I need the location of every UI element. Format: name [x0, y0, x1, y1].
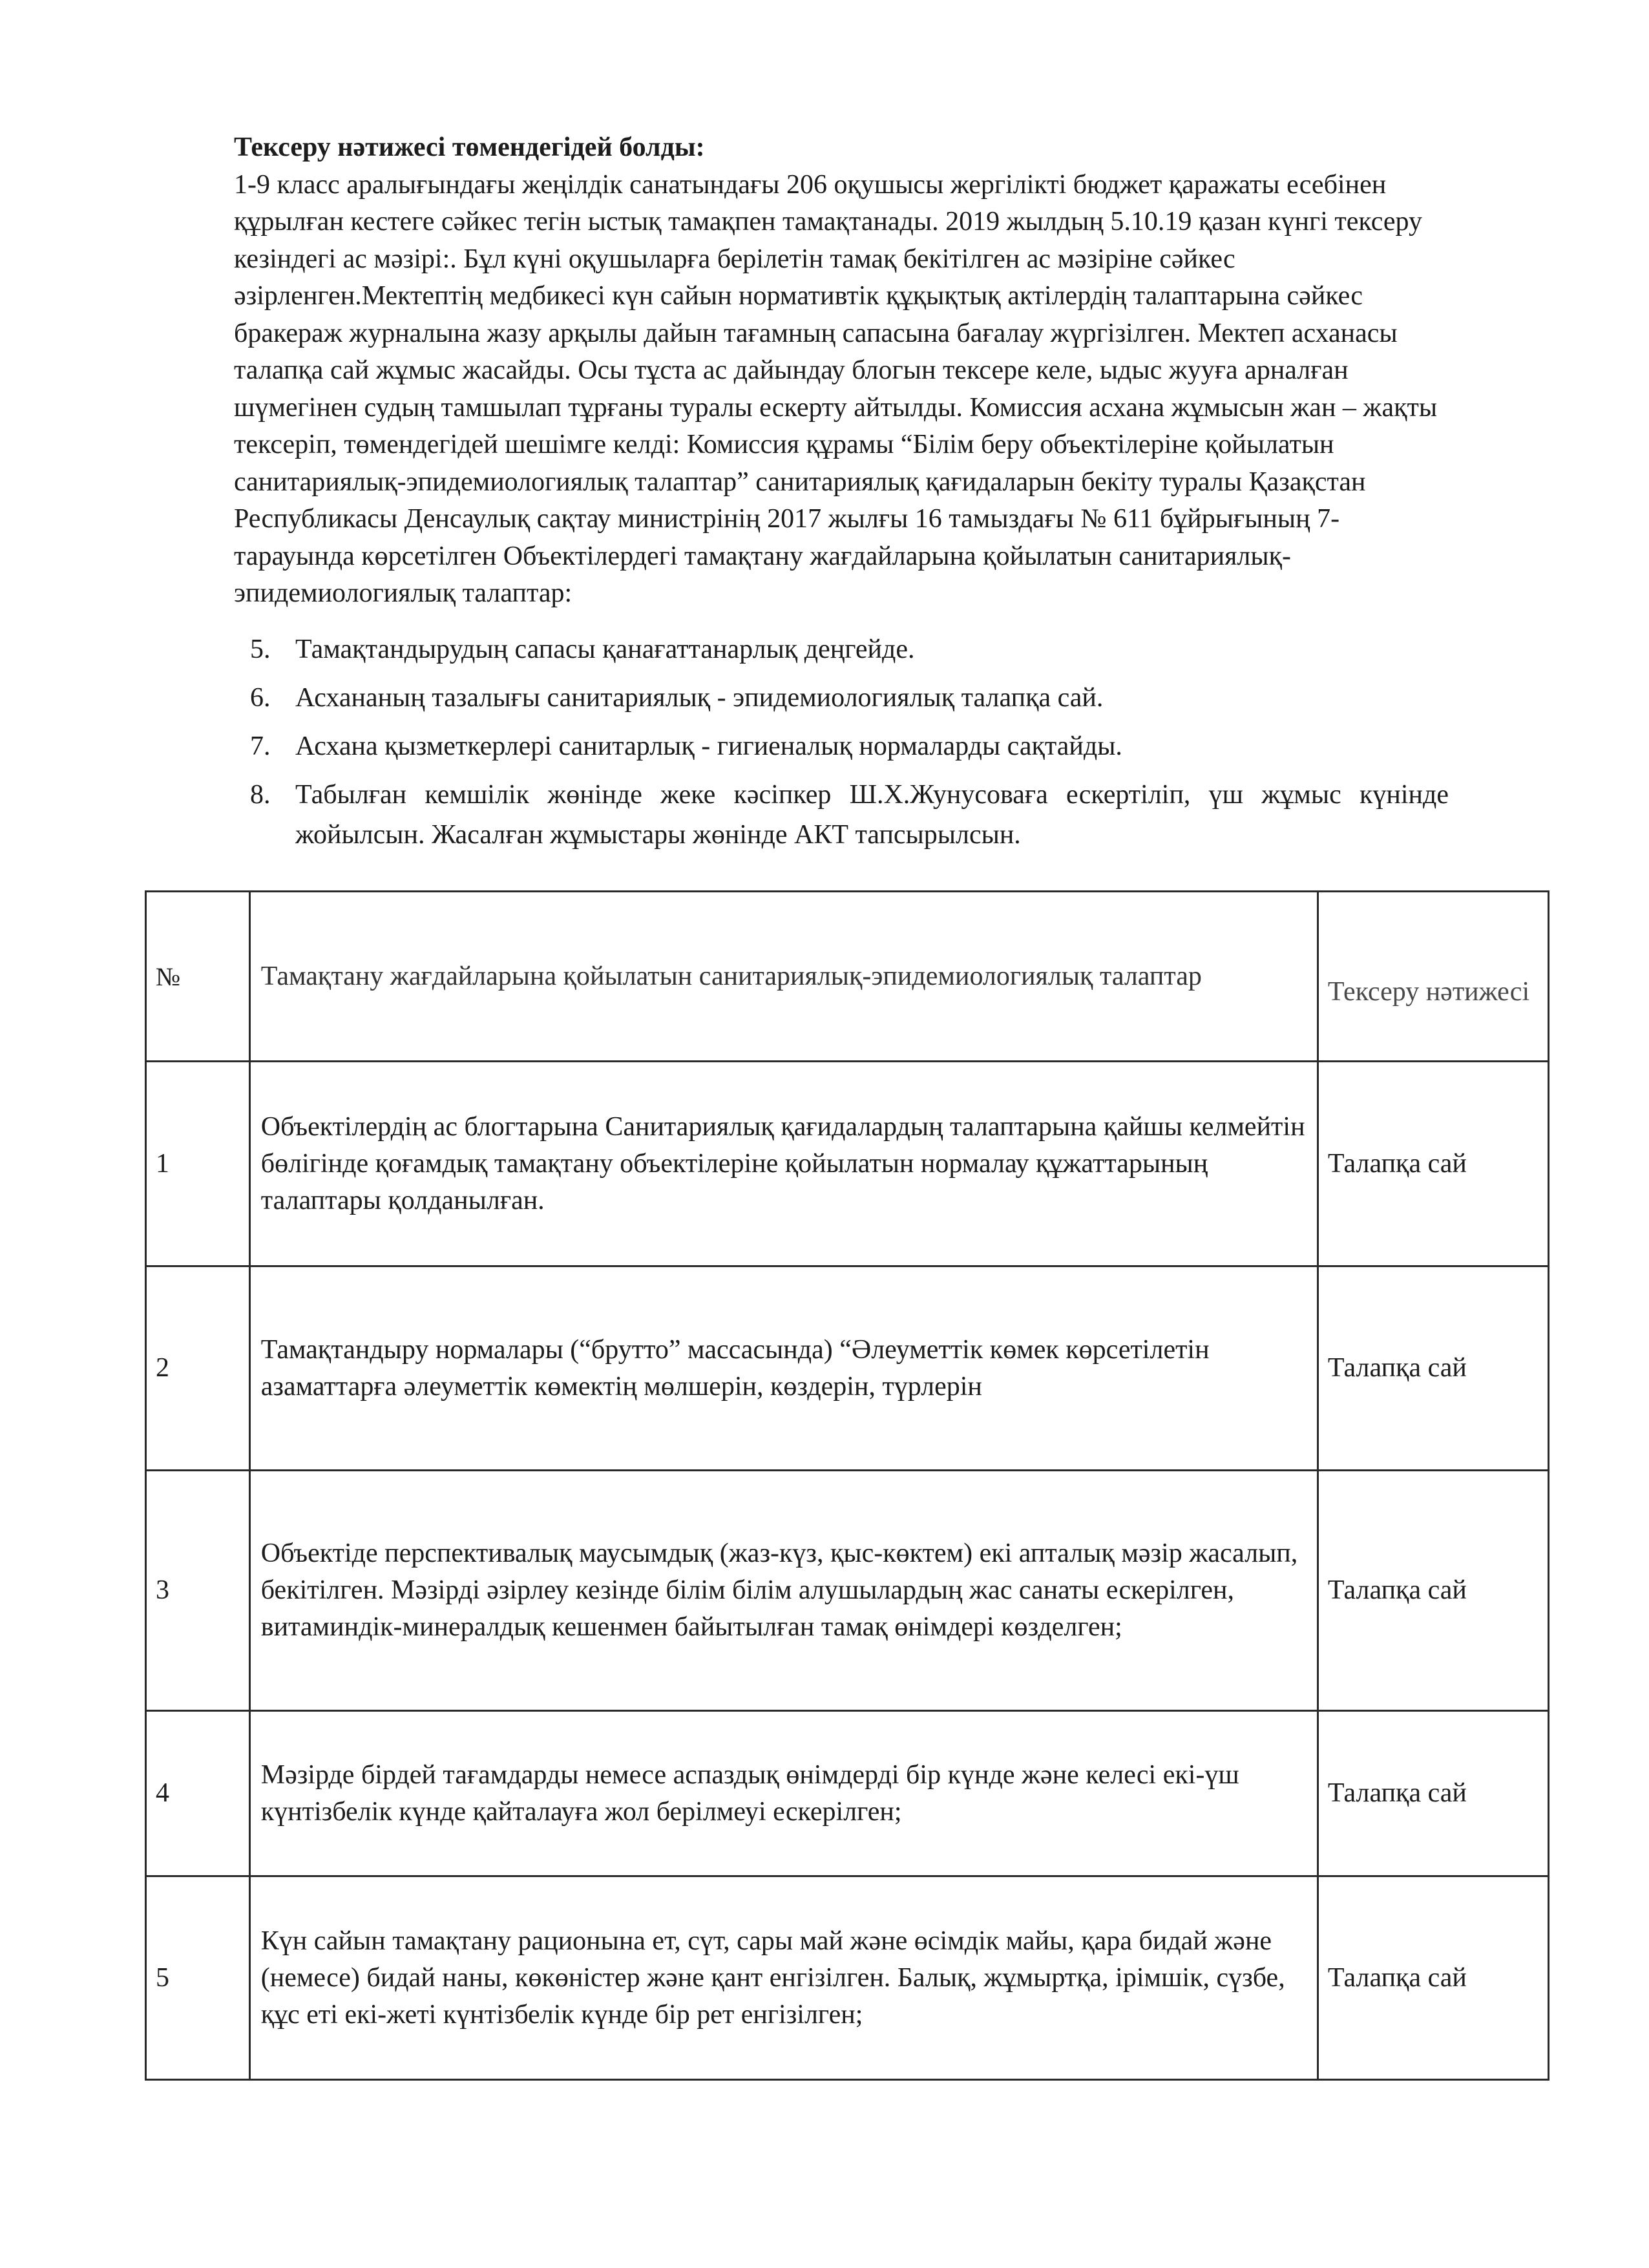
- list-item-text: Тамақтандырудың сапасы қанағаттанарлық деңгейде.: [295, 634, 915, 664]
- row-number: 2: [146, 1266, 250, 1471]
- row-result: Талапқа сай: [1318, 1711, 1548, 1876]
- findings-list: [234, 629, 1449, 855]
- list-item-number: 5.: [250, 634, 271, 664]
- row-result: Талапқа сай: [1318, 1062, 1548, 1266]
- table-row: [146, 1711, 1549, 1876]
- list-item: [234, 629, 1449, 669]
- row-requirement: Объектілердің ас блогтарына Санитариялық қағидалардың талаптарына қайшы келмейтін бөлігінде қоғамдық тамақтану объектілеріне қойылатын нормалау құжаттарының талаптары қолданылған.: [249, 1062, 1318, 1266]
- table-row: [146, 1266, 1549, 1471]
- table-row: [146, 1062, 1549, 1266]
- row-result: Талапқа сай: [1318, 1876, 1548, 2080]
- list-item-text: Асхананың тазалығы санитариялық - эпидемиологиялық талапқа сай.: [295, 682, 1104, 713]
- list-item: [234, 726, 1449, 766]
- list-item: [234, 775, 1449, 855]
- row-number: 3: [146, 1471, 250, 1711]
- row-requirement: Тамақтандыру нормалары (“брутто” массасында) “Әлеуметтік көмек көрсетілетін азаматтарға әлеуметтік көмектің мөлшерін, көздерін, түрлерін: [249, 1266, 1318, 1471]
- requirements-table: [145, 890, 1549, 2081]
- list-item-number: 7.: [250, 731, 271, 761]
- row-result: Талапқа сай: [1318, 1266, 1548, 1471]
- row-requirement: Мәзірде бірдей тағамдарды немесе аспаздық өнімдерді бір күнде және келесі екі-үш күнтізбелік күнде қайталауға жол берілмеуі ескерілген;: [249, 1711, 1318, 1876]
- row-number: 5: [146, 1876, 250, 2080]
- document-body: [234, 129, 1449, 863]
- table-row: [146, 1876, 1549, 2080]
- row-result: Талапқа сай: [1318, 1471, 1548, 1711]
- section-heading: Тексеру нәтижесі төмендегідей болды:: [234, 132, 705, 162]
- row-number: 1: [146, 1062, 250, 1266]
- inspection-paragraph: 1-9 класс аралығындағы жеңілдік санатындағы 206 оқушысы жергілікті бюджет қаражаты есебінен құрылған кестеге сәйкес тегін ыстық тамақпен тамақтанады. 2019 жылдың 5.10.19 қазан күнгі тексеру кезіндегі ас мәзірі:. Бұл күні оқушыларға берілетін тамақ бекітілген ас мәзіріне сәйкес әзірленген.Мектептің медбикесі күн сайын нормативтік құқықтық актілердің талаптарына сәйкес бракераж журналына жазу арқылы дайын тағамның сапасына бағалау жүргізілген. Мектеп асханасы талапқа сай жұмыс жасайды. Осы тұста ас дайындау блогын тексере келе, ыдыс жууға арналған шүмегінен судың тамшылап тұрғаны туралы ескерту айтылды. Комиссия асхана жұмысын жан – жақты тексеріп, төмендегідей шешімге келді: Комиссия құрамы “Білім беру объектілеріне қойылатын санитариялық-эпидемиологиялық талаптар” санитариялық қағидаларын бекіту туралы Қазақстан Республикасы Денсаулық сақтау министрінің 2017 жылғы 16 тамыздағы № 611 бұйрығының 7-тарауында көрсетілген Объектілердегі тамақтану жағдайларына қойылатын санитариялық-эпидемиологиялық талаптар:: [234, 169, 1438, 608]
- row-number: 4: [146, 1711, 250, 1876]
- list-item-number: 8.: [250, 779, 271, 810]
- table-row: [146, 1471, 1549, 1711]
- header-requirement: Тамақтану жағдайларына қойылатын санитариялық-эпидемиологиялық талаптар: [249, 892, 1318, 1062]
- row-requirement: Объектіде перспективалық маусымдық (жаз-күз, қыс-көктем) екі апталық мәзір жасалып, бекітілген. Мәзірді әзірлеу кезінде білім білім алушылардың жас санаты ескерілген, витаминдік-минералдық кешенмен байытылған тамақ өнімдері көзделген;: [249, 1471, 1318, 1711]
- header-number: №: [146, 892, 250, 1062]
- list-item-text: Асхана қызметкерлері санитарлық - гигиеналық нормаларды сақтайды.: [295, 731, 1122, 761]
- list-item: [234, 678, 1449, 718]
- table-header-row: [146, 892, 1549, 1062]
- list-item-number: 6.: [250, 682, 271, 713]
- list-item-text: Табылған кемшілік жөнінде жеке кәсіпкер Ш.Х.Жунусоваға ескертіліп, үш жұмыс күнінде жойылсын. Жасалған жұмыстары жөнінде АКТ тапсырылсын.: [295, 779, 1449, 850]
- header-result: Тексеру нәтижесі: [1318, 892, 1548, 1062]
- row-requirement: Күн сайын тамақтану рационына ет, сүт, сары май және өсімдік майы, қара бидай және (немесе) бидай наны, көкөністер және қант енгізілген. Балық, жұмыртқа, ірімшік, сүзбе, құс еті екі-жеті күнтізбелік күнде бір рет енгізілген;: [249, 1876, 1318, 2080]
